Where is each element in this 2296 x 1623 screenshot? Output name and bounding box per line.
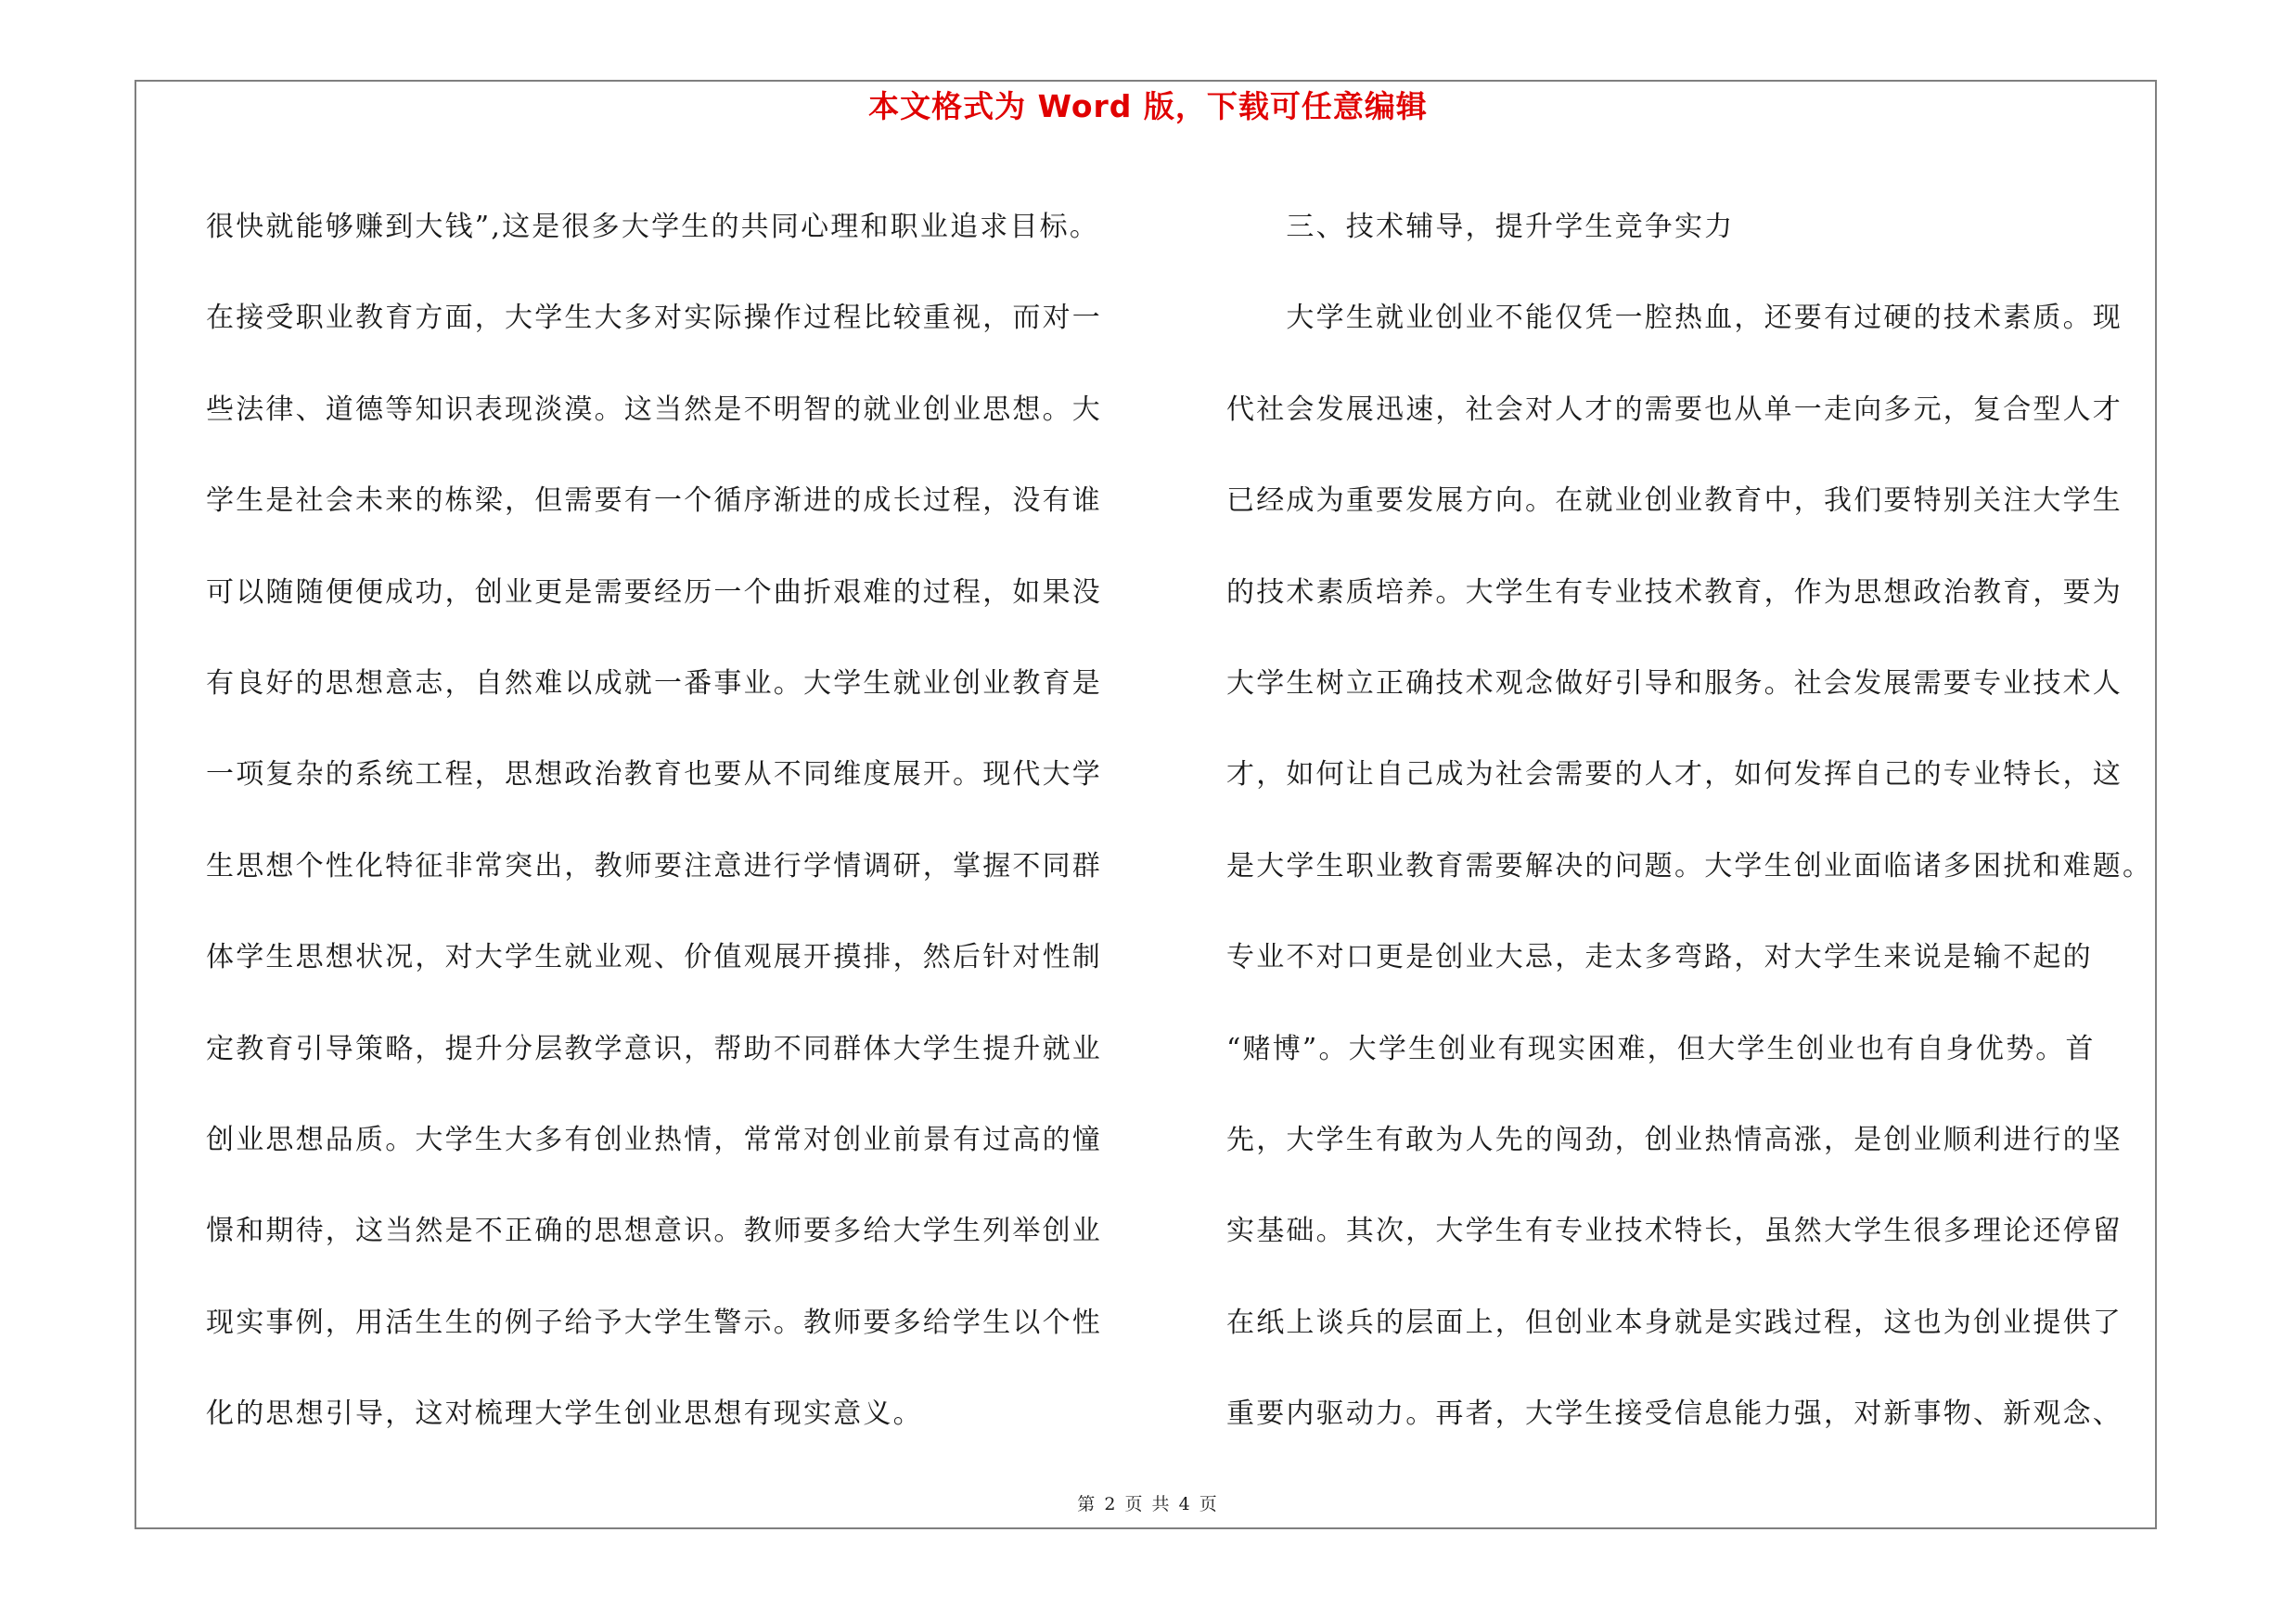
left-line-12: 憬和期待，这当然是不正确的思想意识。教师要多给大学生列举创业 [206,1215,1102,1248]
left-line-5: 可以随随便便成功，创业更是需要经历一个曲折艰难的过程，如果没 [206,575,1102,609]
left-line-11: 创业思想品质。大学生大多有创业热情，常常对创业前景有过高的憧 [206,1123,1102,1156]
right-line-9: 专业不对口更是创业大忌，走太多弯路，对大学生来说是输不起的 [1226,941,2093,974]
editable-word-banner: 本文格式为 Word 版，下载可任意编辑 [868,88,1428,124]
right-line-13: 在纸上谈兵的层面上，但创业本身就是实践过程，这也为创业提供了 [1226,1306,2123,1339]
right-line-6: 大学生树立正确技术观念做好引导和服务。社会发展需要专业技术人 [1226,666,2123,700]
left-line-14: 化的思想引导，这对梳理大学生创业思想有现实意义。 [206,1398,923,1431]
right-line-5: 的技术素质培养。大学生有专业技术教育，作为思想政治教育，要为 [1226,575,2123,609]
left-line-7: 一项复杂的系统工程，思想政治教育也要从不同维度展开。现代大学 [206,758,1102,792]
right-line-10: “赌博”。大学生创业有现实困难，但大学生创业也有自身优势。首 [1226,1032,2096,1065]
left-line-3: 些法律、道德等知识表现淡漠。这当然是不明智的就业创业思想。大 [206,393,1102,426]
left-line-4: 学生是社会未来的栋梁，但需要有一个循序渐进的成长过程，没有谁 [206,484,1102,518]
left-line-9: 体学生思想状况，对大学生就业观、价值观展开摸排，然后针对性制 [206,941,1102,974]
footer-label-page: 第 [1077,1494,1097,1514]
right-line-4: 已经成为重要发展方向。在就业创业教育中，我们要特别关注大学生 [1226,484,2123,518]
left-line-1: 很快就能够赚到大钱”,这是很多大学生的共同心理和职业追求目标。 [206,211,1100,243]
right-line-11: 先，大学生有敢为人先的闯劲，创业热情高涨，是创业顺利进行的坚 [1226,1123,2123,1156]
left-line-8: 生思想个性化特征非常突出，教师要注意进行学情调研，掌握不同群 [206,849,1102,882]
left-text-column [206,182,1124,1460]
left-line-10: 定教育引导策略，提升分层教学意识，帮助不同群体大学生提升就业 [206,1032,1102,1065]
left-line-13: 现实事例，用活生生的例子给予大学生警示。教师要多给学生以个性 [206,1306,1102,1339]
right-line-7: 才，如何让自己成为社会需要的人才，如何发挥自己的专业特长，这 [1226,758,2123,792]
left-line-2: 在接受职业教育方面，大学生大多对实际操作过程比较重视，而对一 [206,302,1102,335]
footer-label-of: 页 共 [1124,1494,1172,1514]
right-line-8: 是大学生职业教育需要解决的问题。大学生创业面临诸多困扰和难题。 [1226,849,2153,882]
right-line-14: 重要内驱动力。再者，大学生接受信息能力强，对新事物、新观念、 [1226,1398,2123,1431]
right-line-2: 大学生就业创业不能仅凭一腔热血，还要有过硬的技术素质。现 [1226,302,2123,335]
left-line-6: 有良好的思想意志，自然难以成就一番事业。大学生就业创业教育是 [206,666,1102,700]
page-number-footer [0,1490,2296,1518]
footer-current-page: 2 [1104,1494,1118,1514]
right-text-column [1226,182,2153,1460]
footer-label-pages: 页 [1199,1494,1219,1514]
section-heading: 三、技术辅导，提升学生竞争实力 [1226,211,1735,243]
footer-total-pages: 4 [1178,1494,1192,1514]
right-line-12: 实基础。其次，大学生有专业技术特长，虽然大学生很多理论还停留 [1226,1215,2123,1248]
right-line-3: 代社会发展迅速，社会对人才的需要也从单一走向多元，复合型人才 [1226,393,2123,426]
